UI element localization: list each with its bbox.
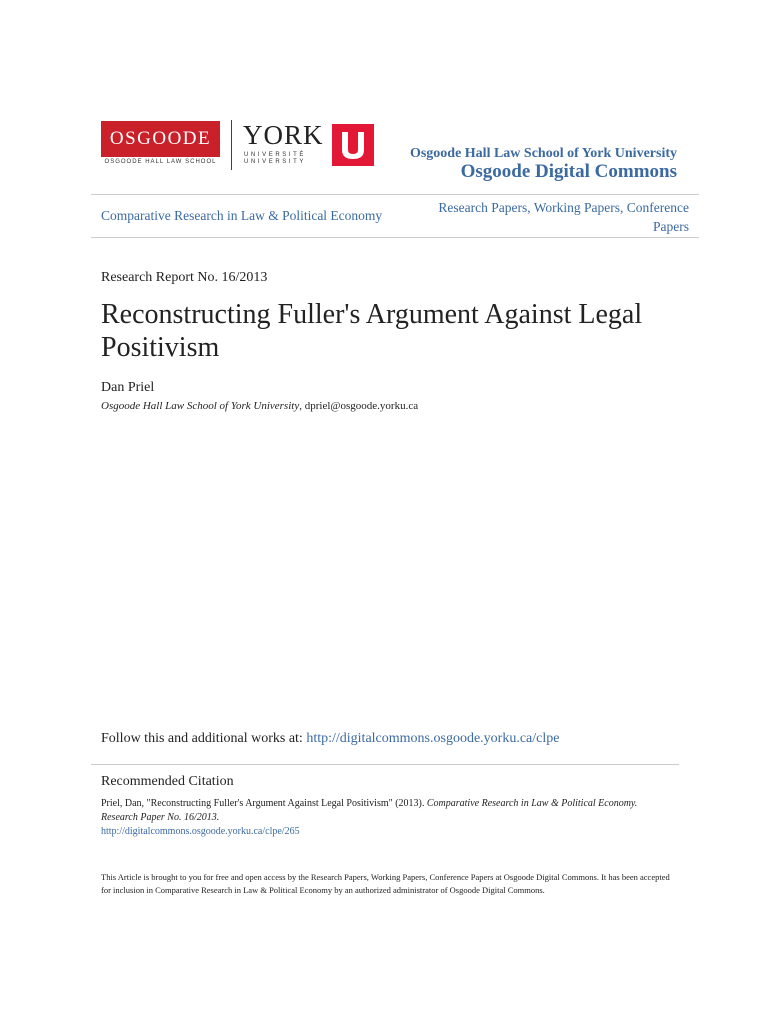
citation-source: Comparative Research in Law & Political Economy. Research Paper No. 16/2013. (101, 798, 638, 823)
follow-url-link[interactable]: http://digitalcommons.osgoode.yorku.ca/clpe (306, 731, 560, 746)
osgoode-logo-subtitle: OSGOODE HALL LAW SCHOOL (104, 159, 217, 165)
header-divider (91, 194, 699, 195)
report-number: Research Report No. 16/2013 (101, 270, 268, 285)
logo-divider (231, 120, 232, 170)
follow-label: Follow this and additional works at: (101, 731, 307, 746)
repository-link[interactable]: Osgoode Digital Commons (460, 161, 677, 182)
york-u-logo-icon (332, 124, 374, 166)
affiliation-text: Osgoode Hall Law School of York University (101, 400, 300, 412)
access-notice: This Article is brought to you for free and open access by the Research Papers, Working Papers, Conference Papers at Osgoode Digital Commons. It has been accepted for inclusion in Comparative Research in Law & Political Economy by an authorized administrator of Osgoode Digital Commons. (101, 872, 670, 895)
york-logo-wordmark: YORK (243, 120, 324, 150)
author-email: , dpriel@osgoode.yorku.ca (299, 400, 419, 412)
citation-text: Priel, Dan, "Reconstructing Fuller's Argument Against Legal Positivism" (2013). (101, 798, 427, 809)
series-divider (91, 237, 699, 238)
series-link[interactable]: Comparative Research in Law & Political Economy (101, 208, 383, 223)
author-affiliation (101, 400, 418, 412)
collection-link[interactable]: Research Papers, Working Papers, Conference Papers (438, 200, 689, 234)
author-name: Dan Priel (101, 380, 155, 395)
osgoode-logo-wordmark: OSGOODE (101, 121, 220, 157)
institution-link[interactable]: Osgoode Hall Law School of York University (409, 146, 677, 161)
citation-block (101, 797, 661, 839)
osgoode-logo (101, 121, 220, 170)
york-logo-subtitle: UNIVERSITÉ UNIVERSITY (244, 152, 307, 165)
citation-divider (91, 764, 679, 765)
follow-line (101, 731, 559, 747)
paper-title: Reconstructing Fuller's Argument Against Legal Positivism (101, 299, 643, 363)
citation-url-link[interactable]: http://digitalcommons.osgoode.yorku.ca/clpe/265 (101, 826, 300, 837)
citation-heading: Recommended Citation (101, 774, 234, 789)
